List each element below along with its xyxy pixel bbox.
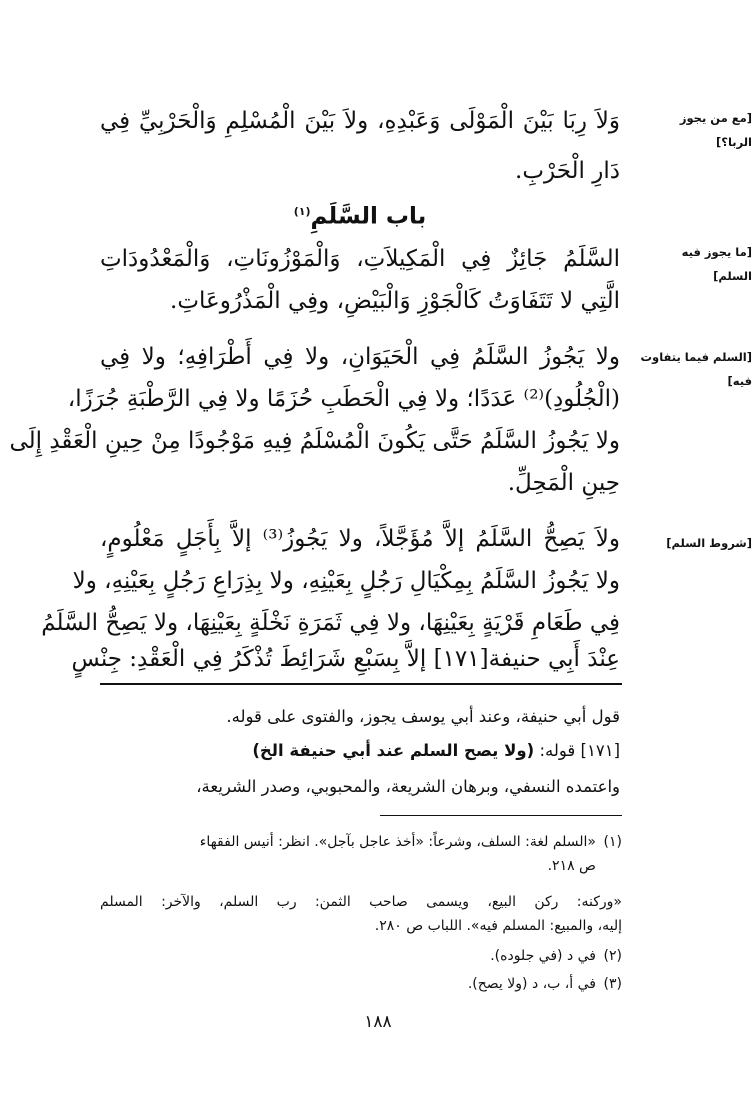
commentary-quote: (ولا يصح السلم عند أبي حنيفة الخ) — [252, 741, 535, 760]
footnote-text: في أ، ب، د (ولا يصح). — [467, 976, 596, 992]
footnote-text: ص ٢١٨. — [547, 858, 596, 874]
chapter-footnote-ref: (١) — [293, 205, 311, 218]
footnote-number: (٣) — [603, 976, 622, 992]
margin-note-salam-variance: [السلم فيما يتفاوت فيه] — [640, 350, 752, 388]
main-text-line: حِينِ الْمَحِلِّ. — [507, 470, 620, 496]
footnote-1-extra: إليه، والمبيع: المسلم فيه». اللباب ص ٢٨٠. — [374, 918, 622, 934]
text-commentary-separator — [100, 683, 622, 685]
footnote-text: «السلم لغة: السلف، وشرعاً: «أخذ عاجل بآجل». انظر: أنيس الفقهاء — [199, 834, 596, 850]
footnote-1-extra: «وركنه: ركن البيع، ويسمى صاحب الثمن: رب السلم، والآخر: المسلم — [100, 894, 622, 910]
main-text-line: ولاَ يَصِحُّ السَّلَمُ إلاَّ مُؤَجَّلاً، ولا يَجُوزُ⁽³⁾ إلاَّ بِأَجَلٍ مَعْلُومٍ، — [100, 526, 620, 552]
main-text-line: عِنْدَ أَبِي حنيفة[١٧١] إلاَّ بِسَبْعِ شَرَائِطَ تُذْكَرُ فِي الْعَقْدِ: جِنْسٍ — [71, 646, 620, 672]
footnote-number: (١) — [603, 834, 622, 850]
footnote-number: (٢) — [603, 948, 622, 964]
footnote-2 — [100, 942, 622, 970]
main-text-line: وَلاَ رِبَا بَيْنَ الْمَوْلَى وَعَبْدِهِ، ولاَ بَيْنَ الْمُسْلِمِ وَالْحَرْبِيِّ فِي — [100, 108, 620, 134]
main-text-line: فِي طَعَامِ قَرْيَةٍ بِعَيْنِهَا، ولا فِي ثَمَرَةِ نَخْلَةٍ بِعَيْنِهَا، ولا يَصِحُّ السَّلَمُ — [41, 610, 620, 636]
commentary-line: واعتمده النسفي، وبرهان الشريعة، والمحبوبي، وصدر الشريعة، — [196, 777, 620, 796]
margin-note-salam-conditions: [شروط السلم] — [666, 536, 752, 550]
main-text-line: دَارِ الْحَرْبِ. — [515, 158, 620, 184]
main-text-line: ولا يَجُوزُ السَّلَمُ فِي الْحَيَوَانِ، ولا فِي أَطْرَافِهِ؛ ولا فِي — [100, 344, 620, 370]
chapter-title-text: باب السَّلَمِ — [310, 203, 427, 230]
chapter-title — [100, 192, 620, 237]
commentary-line: قول أبي حنيفة، وعند أبي يوسف يجوز، والفتوى على قوله. — [226, 707, 620, 726]
footnote-text: في د (في جلوده). — [490, 948, 596, 964]
commentary-line — [120, 734, 620, 768]
margin-note-salam-scope: [ما يجوز فيه السلم] — [681, 245, 752, 283]
footnote-3 — [100, 970, 622, 998]
page-number: ١٨٨ — [364, 1012, 392, 1032]
main-text-line: الَّتِي لا تَتَفَاوَتُ كَالْجَوْزِ وَالْبَيْضِ، وفِي الْمَذْرُوعَاتِ. — [170, 288, 620, 314]
main-text-line: ولا يَجُوزُ السَّلَمُ حَتَّى يَكُونَ الْمُسْلَمُ فِيهِ مَوْجُودًا مِنْ حِينِ الْعَقْدِ إِلَى — [9, 428, 620, 454]
footnote-separator — [380, 815, 622, 816]
main-text-line: السَّلَمُ جَائِزٌ فِي الْمَكِيلاَتِ، وَالْمَوْزُونَاتِ، وَالْمَعْدُودَاتِ — [100, 246, 620, 272]
main-text-line: (الْجُلُودِ)⁽²⁾ عَدَدًا؛ ولا فِي الْحَطَبِ حُزَمًا ولا فِي الرَّطْبَةِ جُرَزًا، — [67, 386, 620, 412]
main-text-line: ولا يَجُوزُ السَّلَمُ بِمِكْيَالِ رَجُلٍ بِعَيْنِهِ، ولا بِذِرَاعِ رَجُلٍ بِعَيْنِهِ، ولا — [72, 568, 620, 594]
footnote-1-continued — [100, 852, 622, 880]
margin-note-riba: [مع من يجوز الربا؟] — [679, 111, 752, 149]
commentary-ref: [١٧١] قوله: — [539, 741, 620, 760]
